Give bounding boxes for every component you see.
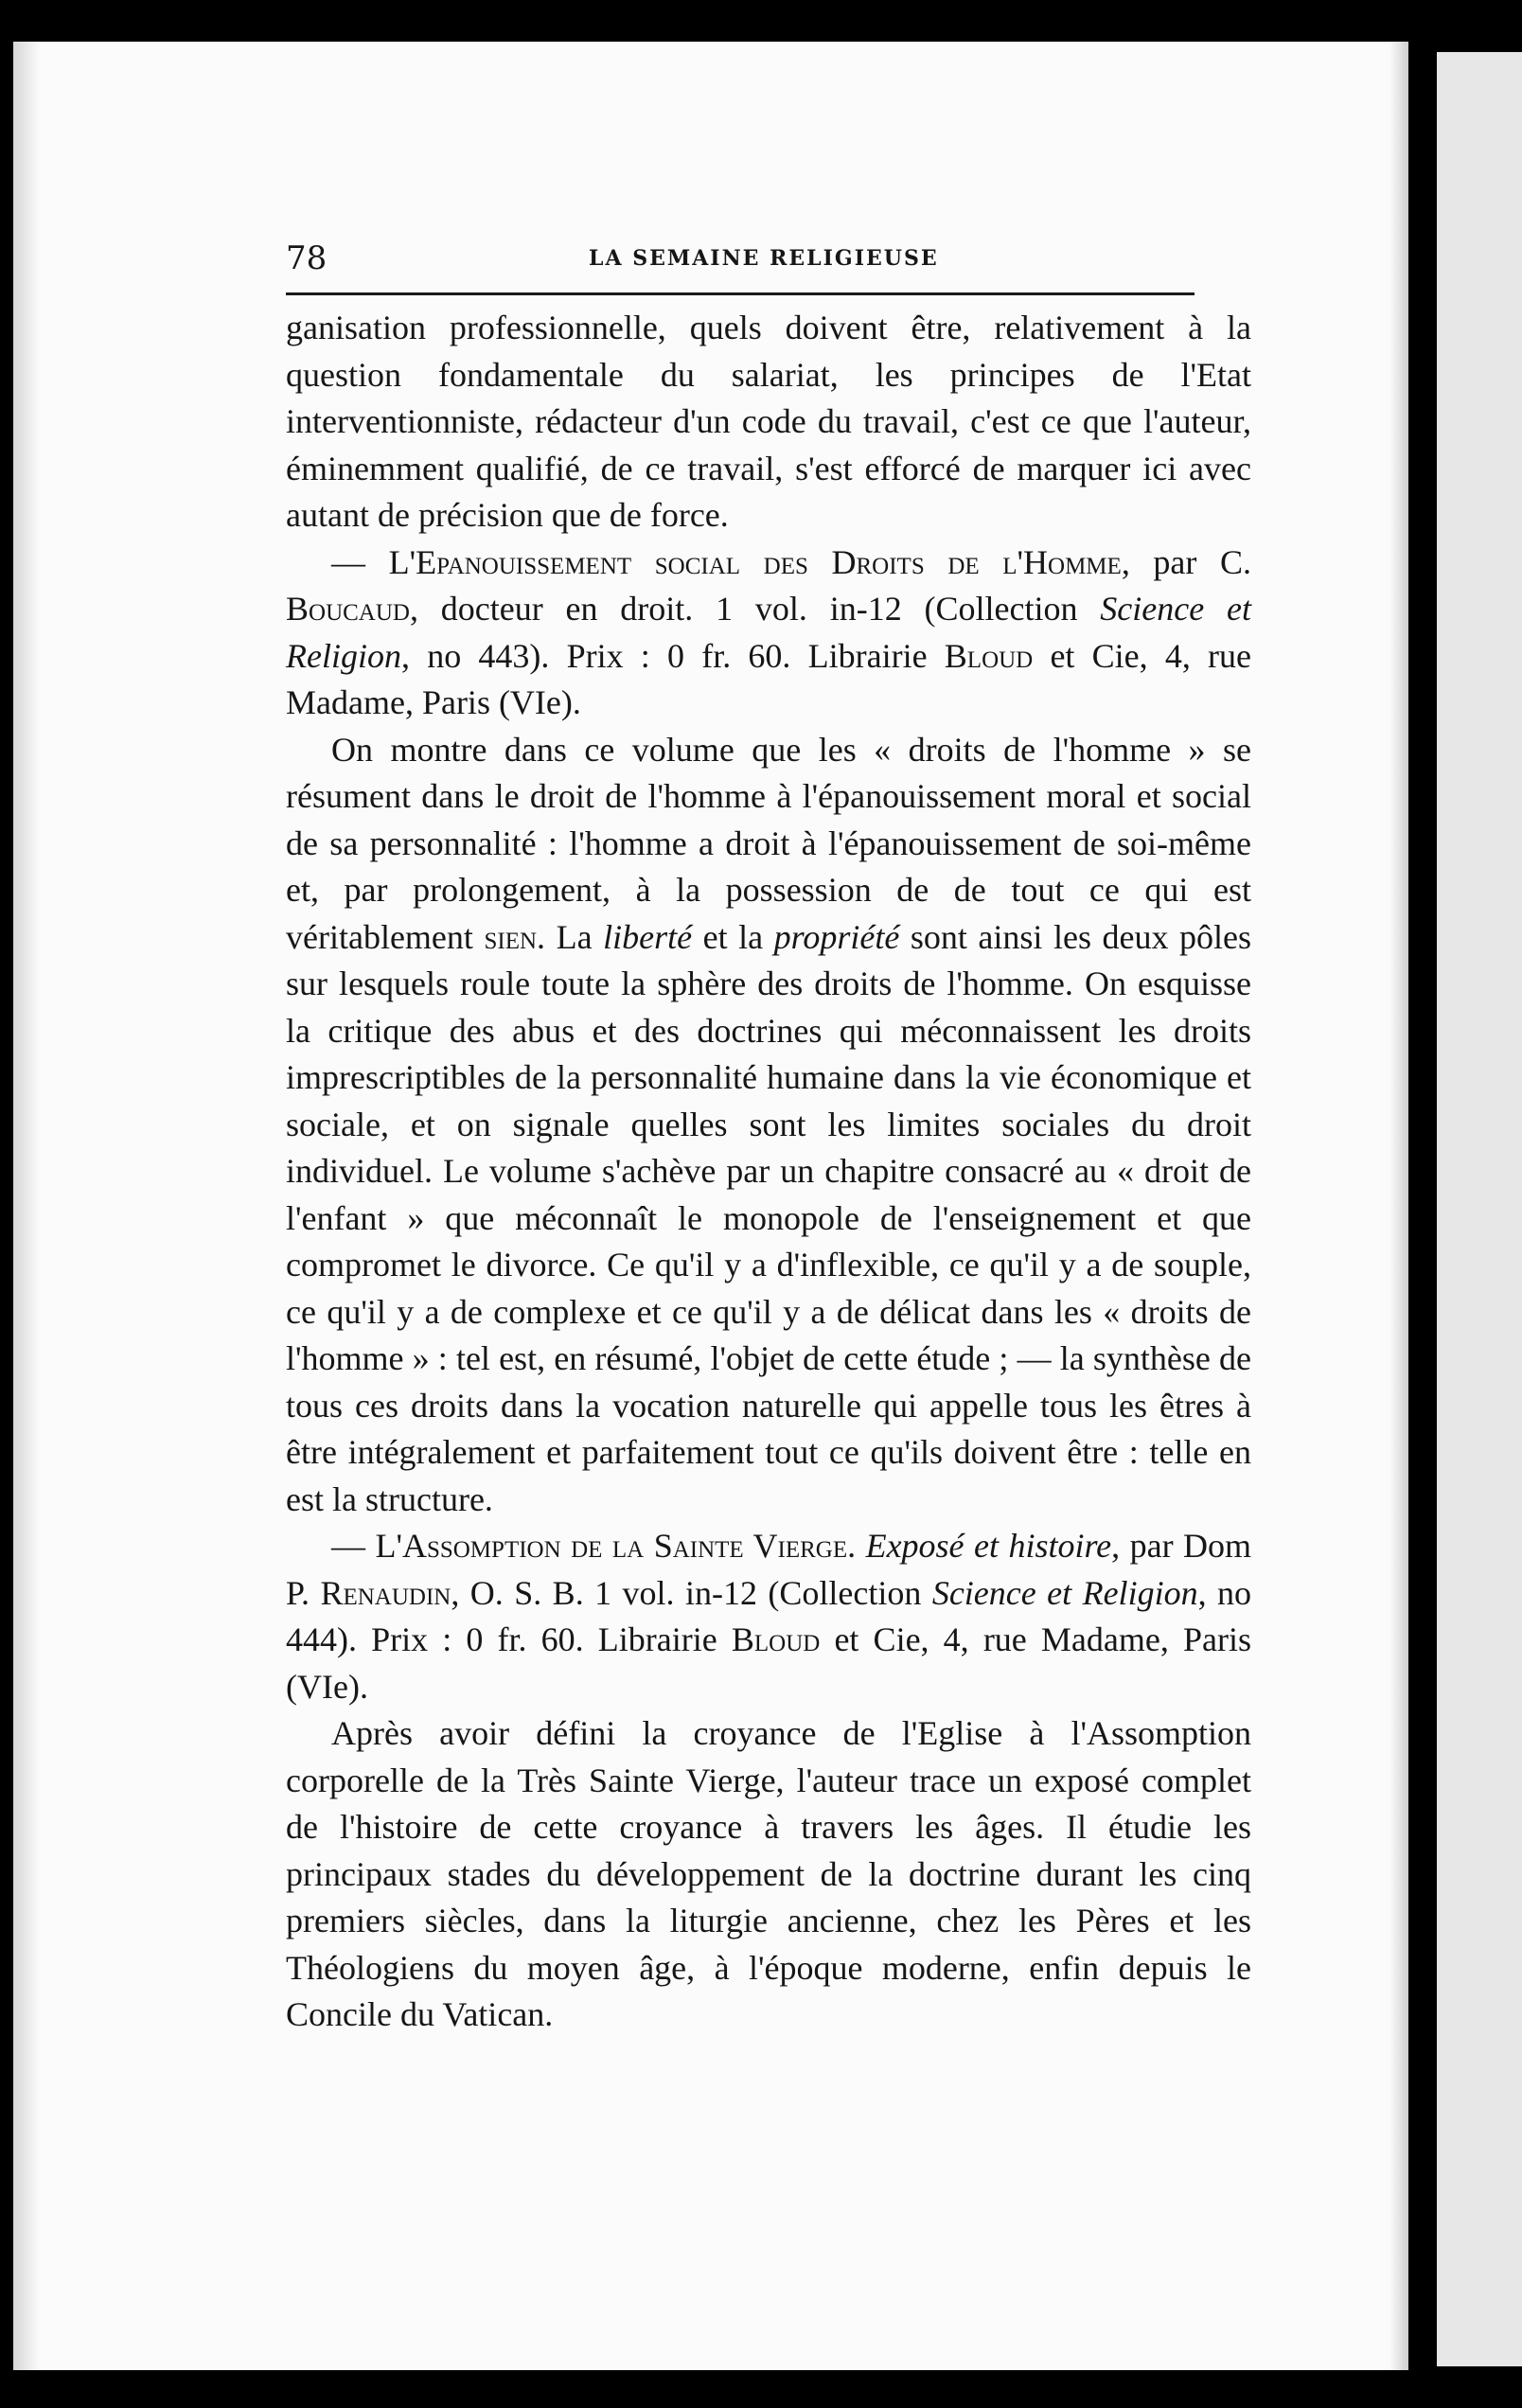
book-author: C. Boucaud [286,542,1252,628]
collection-name: Science et Religion [931,1573,1198,1612]
text-segment: On montre dans ce volume que les « droits de l'homme » se résument dans le droit de l'homme à l'épanouissement moral et social de sa personnalité : l'homme a droit à l'épanouissement de soi-même et, par prolongement, à la possession de de tout ce qui est véritablement [286,730,1251,956]
review-paragraph [286,1710,1251,2039]
emphasis-italic: propriété [773,917,900,956]
running-head [286,232,1251,287]
page-text-block [286,232,1251,2039]
text-segment: , docteur en droit. 1 vol. in-12 (Collection [409,590,1101,628]
text-segment: , par [1121,542,1221,581]
book-subtitle: Exposé et histoire [865,1527,1112,1565]
paragraph-text: Après avoir défini la croyance de l'Eglise à l'Assomption corporelle de la Très Sainte Vierge, l'auteur trace un exposé complet de l'histoire de cette croyance à travers les âges. Il étudie les principaux stades du développement de la doctrine durant les cinq premiers siècles, dans la liturgie ancienne, chez les Pères et les Théologiens du moyen âge, à l'époque moderne, enfin depuis le Concile du Vatican. [286,1714,1251,2033]
paragraph-continuation [286,305,1251,540]
text-segment: . La [537,917,604,956]
page-edge-shadow [1389,42,1408,2370]
text-segment: . [847,1527,866,1565]
paragraph-text: ganisation professionnelle, quels doivent être, relativement à la question fondamentale du salariat, les principes de l'Etat interventionniste, rédacteur d'un code du travail, c'est ce que l'auteur, éminemment qualifié, de ce travail, s'est efforcé de marquer ici avec autant de précision que de force. [286,309,1251,534]
collection-name: Science et Religion [286,590,1251,675]
running-title: LA SEMAINE RELIGIEUSE [589,246,939,271]
emphasis-italic: liberté [603,917,693,956]
book-title: L'Epanouissement social des Droits de l'Homme [388,542,1122,581]
em-dash: — [331,542,389,581]
book-notice-assomption [286,1523,1251,1710]
text-segment: , no 443). Prix : 0 fr. 60. Librairie [400,636,945,675]
review-paragraph [286,727,1251,1524]
emphasis-smallcaps: sien [484,917,538,956]
em-dash: — [331,1527,376,1565]
text-segment: et la [692,917,774,956]
book-title: L'Assomption de la Sainte Vierge [375,1527,848,1565]
publisher-name: Bloud [731,1620,821,1658]
text-segment: et Cie, 4, rue Madame, Paris (VIe). [286,1620,1251,1706]
book-author: Renaudin [320,1573,451,1612]
text-segment: , no 444). Prix : 0 fr. 60. Librairie [286,1573,1252,1658]
page-number: 78 [286,239,327,277]
publisher-name: Bloud [944,636,1034,675]
text-segment: , par Dom P. [286,1527,1252,1612]
text-segment: sont ainsi les deux pôles sur lesquels roule toute la sphère des droits de l'homme. On esquisse la critique des abus et des doctrines qui méconnaissent les droits imprescriptibles de la personnalité humaine dans la vie économique et sociale, et on signale quelles sont les limites sociales du droit individuel. Le volume s'achève par un chapitre consacré au « droit de l'enfant » que méconnaît le monopole de l'enseignement et que compromet le divorce. Ce qu'il y a d'inflexible, ce qu'il y a de souple, ce qu'il y a de complexe et ce qu'il y a de délicat dans les « droits de l'homme » : tel est, en résumé, l'objet de cette étude ; — la synthèse de tous ces droits dans la vocation naturelle qui appelle tous les êtres à être intégralement et parfaitement tout ce qu'ils doivent être : telle en est la structure. [286,917,1252,1518]
adjacent-page-edge [1437,52,1522,2366]
header-rule [286,292,1195,295]
book-notice-epanouissement [286,540,1251,727]
text-segment: , O. S. B. 1 vol. in-12 (Collection [451,1573,932,1612]
page-gutter-shadow [13,42,40,2370]
body-text [286,305,1251,2039]
text-segment: et Cie, 4, rue Madame, Paris (VIe). [286,636,1252,721]
